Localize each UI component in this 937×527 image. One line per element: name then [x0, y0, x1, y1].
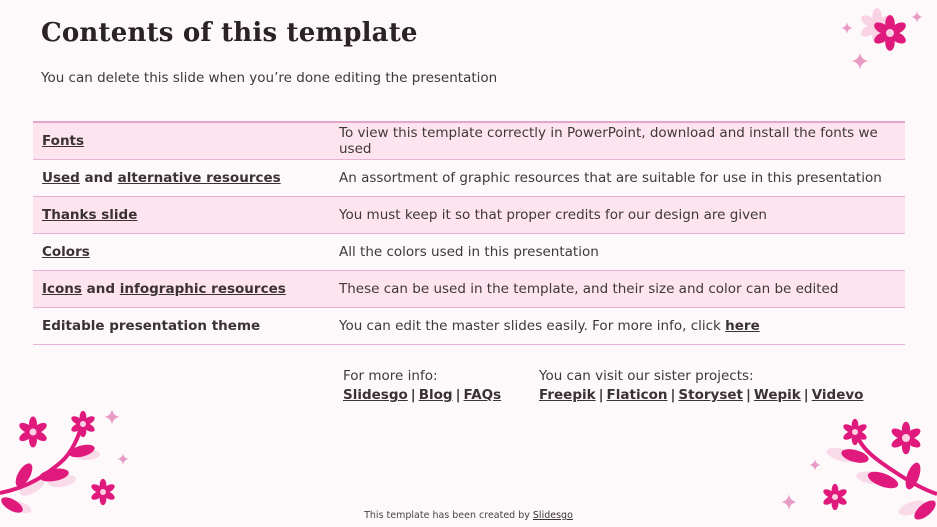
connector-text: and: [79, 170, 118, 186]
infographic-resources-link[interactable]: infographic resources: [119, 281, 286, 297]
more-info-block: For more info: Slidesgo | Blog | FAQs: [343, 368, 502, 403]
row-description: You must keep it so that proper credits for our design are given: [339, 207, 767, 223]
used-resources-link[interactable]: Used: [42, 170, 80, 186]
faqs-link[interactable]: FAQs: [463, 387, 502, 403]
contents-table: [33, 121, 905, 345]
flower-branch-bottom-left: [0, 395, 140, 527]
flaticon-link[interactable]: Flaticon: [606, 387, 668, 403]
fonts-link[interactable]: Fonts: [42, 133, 85, 149]
wepik-link[interactable]: Wepik: [753, 387, 801, 403]
row-description: These can be used in the template, and their size and color can be edited: [339, 281, 839, 297]
here-link[interactable]: here: [725, 318, 760, 334]
row-description: An assortment of graphic resources that are suitable for use in this presentation: [339, 170, 882, 186]
flower-branch-bottom-right: [780, 400, 937, 527]
freepik-link[interactable]: Freepik: [539, 387, 596, 403]
page-subtitle: You can delete this slide when you’re done editing the presentation: [41, 70, 498, 86]
table-row: [33, 234, 905, 271]
thanks-slide-link[interactable]: Thanks slide: [42, 207, 138, 223]
flower-decoration-top-right: [830, 0, 937, 80]
editable-theme-label: Editable presentation theme: [42, 318, 261, 334]
sister-projects-label: You can visit our sister projects:: [539, 368, 754, 384]
footer-text: This template has been created by: [364, 510, 533, 521]
icons-link[interactable]: Icons: [42, 281, 82, 297]
row-description: You can edit the master slides easily. For more info, click: [339, 318, 726, 334]
table-row: [33, 308, 905, 345]
connector-text: and: [81, 281, 120, 297]
footer-slidesgo-link[interactable]: Slidesgo: [532, 510, 573, 521]
table-row: [33, 197, 905, 234]
alternative-resources-link[interactable]: alternative resources: [117, 170, 281, 186]
table-row: [33, 123, 905, 160]
slidesgo-link[interactable]: Slidesgo: [343, 387, 408, 403]
sister-projects-block: You can visit our sister projects: Freepik | Flaticon | Storyset | Wepik | Videvo: [539, 368, 864, 403]
page-title: Contents of this template: [41, 18, 418, 48]
colors-link[interactable]: Colors: [42, 244, 90, 260]
blog-link[interactable]: Blog: [418, 387, 453, 403]
videvo-link[interactable]: Videvo: [811, 387, 864, 403]
table-row: [33, 160, 905, 197]
row-description: To view this template correctly in PowerPoint, download and install the fonts we used: [339, 125, 878, 157]
storyset-link[interactable]: Storyset: [678, 387, 743, 403]
table-row: [33, 271, 905, 308]
more-info-label: For more info:: [343, 368, 438, 384]
row-description: All the colors used in this presentation: [339, 244, 599, 260]
